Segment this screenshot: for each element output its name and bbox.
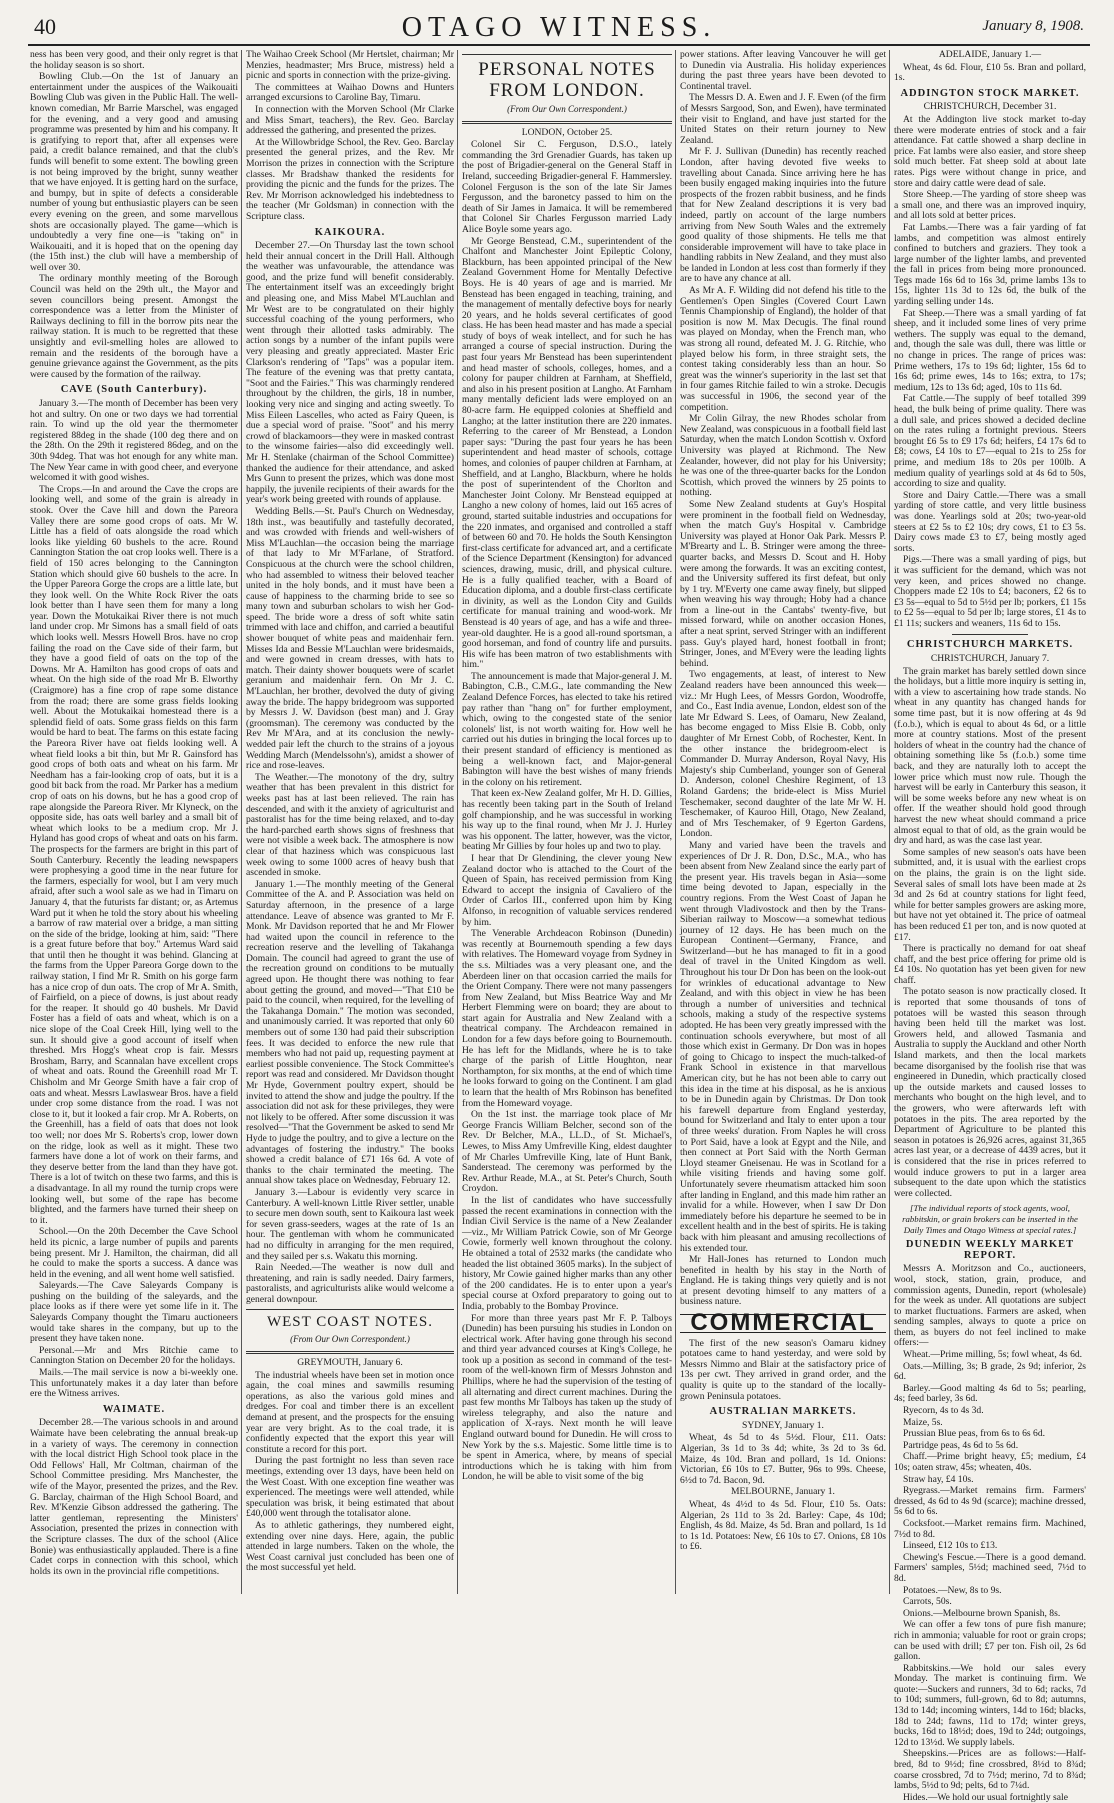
article-paragraph: The Weather.—The monotony of the dry, sultry weather that has been prevalent in this district for weeks past has at last been relieved. The rain has descended, and with it the anxiety of agriculturist and pastoralist has for the time being relaxed, and to-day the hard-parched earth shows signs of freshness that were not visible a week back. The atmosphere is now clear of that haziness which was conspicuous last week owing to some 1000 acres of heavy bush that ascended in smoke. — [246, 771, 454, 879]
market-item: Prussian Blue peas, from 6s to 6s 6d. — [903, 1428, 1046, 1440]
dateline: GREYMOUTH, January 6. — [297, 1357, 403, 1369]
article-paragraph: Personal.—Mr and Mrs Ritchie came to Cannington Station on December 20 for the holidays. — [30, 1344, 238, 1367]
article-paragraph: The ordinary monthly meeting of the Borough Council was held on the 29th ult., the Mayor and seven councillors being present. Amongst the correspondence was a letter from the Minister of Railways declining to fill in the borrow pits near the railway station. It is much to be regretted that these unsightly and evil-smelling holes are allowed to remain and the residents of the borough have a genuine grievance against the Government, as the pits were caused by the formation of the railway. — [30, 273, 238, 380]
market-item: Linseed, £12 10s to £13. — [903, 1540, 998, 1552]
article-paragraph: That keen ex-New Zealand golfer, Mr H. D. Gillies, has recently been taking part in the South of Ireland golf championship, and he was successful in working his way up to the final round, when Mr J. J. Hurley was his opponent. The latter, however, was the victor, beating Mr Gillies by four holes up and two to play. — [462, 788, 672, 853]
article-paragraph: During the past fortnight no less than seven race meetings, extending over 13 days, have been held on the West Coast. With one exception fine weather was experienced. The meetings were well attended, while speculation was brisk, it being estimated that about £40,000 went through the totalisator alone. — [246, 1455, 454, 1520]
article-paragraph: The committees at Waihao Downs and Hunters arranged excursions to Caroline Bay, Timaru. — [246, 81, 454, 104]
article-paragraph: Two engagements, at least, of interest to New Zealand readers have been announced this week—viz.: Mr Hugh Lees, of Messrs Gordon, Woodroffe, and Co., East India avenue, London, eldest son of the late Mr Edward S. Lees, of Oamaru, New Zealand, has become engaged to Miss Elsie B. Cobb, only daughter of Mr Ernest Cobb, of Rochester, Kent. In the other instance the bridegroom-elect is Commander D. Murray Anderson, Royal Navy, His Majesty's ship Cumberland, younger son of General D. Anderson, colonel Cheshire Regiment, of 13 Roland Gardens; the bride-elect is Miss Muriel Teschemaker, second daughter of the late Mr W. H. Teschemaker, of Kauroo Hill, Otago, New Zealand, and of Mrs Teschemaker, of 9 Egerton Gardens, London. — [680, 669, 886, 840]
market-paragraph: Messrs A. Moritzson and Co., auctioneers, wool, stock, station, grain, produce, and commission agents, Dunedin, report (wholesale) for the week as under. All quotations are subject to market fluctuations. Farmers are asked, when sending samples, always to quote a price on them, as buyers do not feel inclined to make offers:— — [894, 1263, 1086, 1349]
byline: (From Our Own Correspondent.) — [507, 104, 627, 114]
article-paragraph: At the Willowbridge School, the Rev. Geo. Barclay presented the general prizes, and the Rev. Mr Morrison the prizes in connection with the Scripture classes. Mr Bradshaw thanked the residents for providing the picnic and the funds for the prizes. The Rev. Mr Morrison acknowledged his indebtedness to the teacher (Mr Goldsman) in connection with the Scripture class. — [246, 136, 454, 222]
market-paragraph: Wheat, 4s 4½d to 4s 5d. Flour, £10 5s. Oats: Algerian, 2s 11d to 3s 2d. Barley: Cape, 4s 10d; English, 4s 8d. Maize, 4s 5d. Bran and pollard, 1s 1d to 1s 1d. Potatoes: New, £6 10s to £7. Onions, £8 10s to £6. — [680, 1498, 886, 1553]
article-paragraph: Mr Colin Gilray, the new Rhodes scholar from New Zealand, was conspicuous in a football field last Saturday, when the match London Scottish v. Oxford University was played at Richmond. The New Zealander, however, did not play for his University; he was one of the three-quarter backs for the London Scottish, which proved the winners by 25 points to nothing. — [680, 413, 886, 499]
article-paragraph: power stations. After leaving Vancouver he will get to Dunedin via Australia. His holiday experiences during the past three years have been devoted to Continental travel. — [680, 49, 886, 92]
article-paragraph: For more than three years past Mr F. P. Talboys (Dunedin) has been pursuing his studies in London on electrical work. After having gone through his second and third year advanced courses at King's College, he took up a position as second in command of the test-room of the well-known firm of Messrs Johnston and Phillips, where he had the supervision of the testing of all alternating and direct current machines. During the past few months Mr Talboys has taken up the study of wireless telegraphy, and also the nature and application of X-rays. Next month he will leave England outward bound for Dunedin. He will cross to New York by the s.s. Majestic. Some little time is to be spent in America, where, by means of special introductions which he is taking with him from London, he will be able to visit some of the big — [462, 1312, 672, 1483]
paper-title: OTAGO WITNESS. — [401, 12, 717, 43]
article-paragraph: Mr George Benstead, C.M., superintendent of the Chalfont and Manchester Joint Epileptic Colony, Blackburn, has been appointed principal of the New Zealand Government Home for Mentally Defective Boys. He is 40 years of age and is married. Mr Benstead has been engaged in teaching, training, and the management of mentally defective boys for nearly 20 years, and he holds several certificates of good class. He has been head master and has made a special study of boys of weak intellect, and for such he has arranged a course of special instruction. During the past four years Mr Benstead has been superintendent and head master of schools, colleges, homes, and a colony for pauper children at Farnham, at Sheffield, and also in his present position at Langho. At Farnham many mentally deficient lads were employed on an 80-acre farm. He equipped colonies at Sheffield and Langho; at the latter institution there are 220 inmates. Referring to the career of Mr Benstead, a London paper says: "During the past four years he has been superintendent and head master of schools, cottage homes, and colonies of pauper children at Farnham, at Sheffield, and at Langho, Blackburn, where he holds the post of superintendent of the Chorlton and Manchester Joint Colony. Mr Benstead equipped at Langho a new colony of homes, laid out 165 acres of ground, started suitable industries and occupations for the 220 inmates, and organised and controlled a staff of between 60 and 70. He holds the South Kensington first-class certificate for advanced art, and a certificate of the Science Department (Kensington) for advanced sciences, drawing, music, drill, and physical culture. He is a fully qualified teacher, with a Board of Education diploma, and a double first-class certificate in divinity, as well as the London City and Guilds certificate for manual training and wood-work. Mr Benstead is 40 years of age, and has a wife and three-year-old daughter. He is a good all-round sportsman, a good horseman, and fond of country life and pursuits. His wife has been matron of two establishments with him." — [462, 235, 672, 671]
market-item: We can offer a few tons of pure fish manure; rich in ammonia; valuable for root or grain crops; can be used with drill; £7 per ton. Fish oil, 2s 6d gallon. — [894, 1619, 1086, 1663]
market-item: Cocksfoot.—Market remains firm. Machined, 7½d to 8d. — [894, 1517, 1086, 1540]
personal-notes-header — [462, 54, 672, 124]
article-paragraph: As to athletic gatherings, they numbered eight, extending over nine days. Here, again, the public attended in large numbers. Taken on the whole, the West Coast carnival just concluded has been one of the most successful yet held. — [246, 1519, 454, 1574]
article-paragraph: January 3.—The month of December has been very hot and sultry. On one or two days we had torrential rain. To wind up the old year the thermometer registered 88deg in the shade (100 deg there and on the 28th. On the 29th it registered 86deg, and on the 30th 94deg. That was hot enough for any white man. The New Year came in with good cheer, and everyone welcomed it with good wishes. — [30, 398, 238, 484]
column-5 — [894, 49, 1086, 1803]
market-item: Rabbitskins.—We hold our sales every Monday. The market is continuing firm. We quote:—Suckers and runners, 3d to 6d; racks, 7d to 10d; summers, full-grown, 6d to 8d; autumns, 13d to 14d; incoming winters, 14d to 16d; blacks, 18d to 24d; fawns, 11d to 17d; winter greys, bucks, 16d to 18½d; does, 19d to 24d; outgoings, 12d to 13½d. We supply labels. — [894, 1662, 1086, 1748]
article-paragraph: Rain Needed.—The weather is now dull and threatening, and rain is sadly needed. Dairy farmers, pastoralists, and agriculturists alike would welcome a general downpour. — [246, 1262, 454, 1305]
market-item: Sheepskins.—Prices are as follows:—Half-bred, 8d to 9½d; fine crossbred, 8½d to 8¾d; coarse crossbred, 7d to 7½d; merino, 7d to 8¾d; lambs, 5½d to 9d; pelts, 6d to 7¼d. — [894, 1748, 1086, 1792]
section-heading: CHRISTCHURCH MARKETS. — [906, 639, 1074, 651]
market-item: Barley.—Good malting 4s 6d to 5s; pearling, 4s; feed barley, 3s 6d. — [894, 1382, 1086, 1405]
dateline: ADELAIDE, January 1.— — [938, 49, 1042, 60]
column-rule — [241, 50, 242, 1594]
article-paragraph: December 27.—On Thursday last the town school held their annual concert in the Drill Hall. Although the weather was unfavourable, the attendance was good, and the prize fund will benefit considerably. The entertainment itself was an exceedingly bright and pleasing one, and Miss Mabel M'Lauchlan and Mr West are to be congratulated on their highly successful coaching of the young performers, who went through their allotted tasks admirably. The action songs by a number of the infant pupils were very pleasing and greatly appreciated. Master Eric Clarkson's rendering of "Taps" was a popular item. The feature of the evening was that pretty cantata, "Soot and the Fairies." This was charmingly rendered throughout by the children, the girls, 18 in number, looking very nice and singing and acting sweetly. To Miss Eileen Lascelles, who acted as Fairy Queen, is due a special word of praise. "Soot" and his merry crowd of blackamoors—they were in masked contrast to the winsome fairies—also did exceedingly well. Mr H. Stenlake (chairman of the School Committee) thanked the audience for their attendance, and asked Mrs Gunn to present the prizes, which was done most happily, the juvenile recipients of their awards for the year's work being greeted with rounds of applause. — [246, 240, 454, 506]
article-paragraph: Many and varied have been the travels and experiences of Dr J. R. Don, D.Sc., M.A., who has been absent from New Zealand since the early part of the present year. His travels began in Asia—some time being devoted to Japan, especially in the country regions. From the West Coast of Japan he went through Vladivostock and then by the Trans-Siberian railway to Moscow—a somewhat tedious journey of 12 days. He has been much on the European Continent—Germany, France, and Switzerland—but he has managed to fit in a good deal of travel in the United Kingdom as well. Throughout his tour Dr Don has been on the look-out for wrinkles of educational advantage to New Zealand, and with this object in view he has been through a number of universities and technical schools, making a study of the respective systems adopted. He has been very greatly impressed with the continuation schools everywhere, but most of all those which exist in Germany. Dr Don was in hopes of going to Chicago to inspect the much-talked-of Frank School in existence in that marvellous American city, but he has not been able to carry out this idea in the time at his disposal, as he is anxious to be in Dunedin again by Christmas. Dr Don took his farewell departure from England yesterday, bound for Switzerland and Italy to enter upon a tour of three weeks' duration. From Naples he will cross to Port Said, have a look at Egypt and the Nile, and then connect at Port Said with the North German Lloyd steamer Gneisenau. He was in Scotland for a while visiting friends and having some golf. Unfortunately severe rheumatism attacked him soon after landing in England, and this made him rather an invalid for a while. However, when I saw Dr Don immediately before his departure he seemed to be in excellent health and in the best of spirits. He is taking back with him pleasant and amusing recollections of his extended tour. — [680, 839, 886, 1254]
article-paragraph: Mr Hall-Jones has returned to London much benefited in health by his stay in the North of England. He is taking things very quietly and is not at present devoting himself to any matters of a business nature. — [680, 1254, 886, 1308]
article-paragraph: Saleyards.—The Cave Saleyards Company is pushing on the building of the saleyards, and the place looks as if there were yet some life in it. The Saleyards Company thought the Timaru auctioneers would take shares in the company, but up to the present they have taken none. — [30, 1280, 238, 1345]
column-rule — [889, 50, 890, 1594]
market-paragraph: Wheat, 4s 6d. Flour, £10 5s. Bran and pollard, 1s. — [894, 61, 1086, 84]
market-item: Straw hay, £4 10s. — [903, 1473, 974, 1485]
market-item: Ryegrass.—Market remains firm. Farmers' dressed, 4s 6d to 4s 9d (scarce); machine dressed, 5s 6d to 6s. — [894, 1485, 1086, 1518]
issue-date: January 8, 1908. — [982, 18, 1084, 34]
market-item: Oats.—Milling, 3s; B grade, 2s 9d; inferior, 2s 6d. — [894, 1360, 1086, 1383]
dateline: CHRISTCHURCH, December 31. — [923, 101, 1057, 113]
market-paragraph: Store and Dairy Cattle.—There was a small yarding of store cattle, and very little business was done. Yearlings sold at 20s; two-year-old steers at £2 5s to £2 10s; dry cows, £1 to £3 5s. Dairy cows made £3 to £7, being mostly aged sorts. — [894, 489, 1086, 554]
article-title: WEST COAST NOTES. — [266, 1314, 434, 1331]
article-paragraph: January 3.—Labour is evidently very scarce in Canterbury. A well-known Little River settler, unable to secure men down south, sent to Kaikoura last week for seven grass-seeders, wages at the rate of 1s an hour. The gentleman with whom he communicated had no difficulty in arranging for the men required, and they sailed per s.s. Wakatu this morning. — [246, 1186, 454, 1262]
article-paragraph: The first of the new season's Oamaru kidney potatoes came to hand yesterday, and were sold by Messrs Nimmo and Blair at the satisfactory price of 13s per cwt. They arrived in grand order, and the quality is quite up to the standard of the locally-grown Peninsula potatoes. — [680, 1337, 886, 1402]
market-item: Maize, 5s. — [903, 1416, 943, 1428]
dateline: CHRISTCHURCH, January 7. — [930, 653, 1050, 665]
article-paragraph: The Messrs D. A. Ewen and J. F. Ewen (of the firm of Messrs Sargood, Son, and Ewen), have terminated their visit to England, and have just started for the United States on their return journey to New Zealand. — [680, 92, 886, 146]
divider — [952, 634, 1029, 635]
section-heading: WAIMATE. — [102, 1403, 166, 1415]
article-paragraph: Bowling Club.—On the 1st of January an entertainment under the auspices of the Waikouaiti Bowling Club was given in the Public Hall. The well-known comedian, Mr Barrie Marschel, was engaged for the evening, and a very good and amusing programme was presented by him and his company. It is gratifying to report that, after all expenses were paid, a credit balance remained, and that the club's funds will benefit to some extent. The bowling green is not being improved by the bright, sunny weather that we have enjoyed. It is getting hard on the surface, and bumpy, but in spite of defects a considerable number of young but enthusiastic players can be seen every evening on the green, and some marvellous shots are occasionally played. The game—which is undoubtedly a very fine one—is "taking on" in Waikouaiti, and it is hoped that on the opening day (the 15th inst.) the club will have a membership of well over 30. — [30, 71, 238, 273]
dateline: MELBOURNE, January 1. — [731, 1486, 835, 1498]
article-paragraph: The Venerable Archdeacon Robinson (Dunedin) was recently at Bournemouth spending a few days with relatives. The Homeward voyage from Sydney in the s.s. Miltiades was a very pleasant one, and the Aberdeen liner on that occasion carried the mails for the Orient Company. There were not many passengers from New Zealand, but Miss Beatrice Way and Mr Herbert Flemming were on board; they are about to start again for Australia and New Zealand with a theatrical company. The Archdeacon remained in London for a few days before going to Bournemouth. He has left for the Midlands, where he is to take charge of the parish of Little Houghton, near Northampton, for six months, at the end of which time he looks forward to going on the Continent. I am glad to learn that the health of Mrs Robinson has benefited from the Homeward voyage. — [462, 928, 672, 1109]
market-paragraph: The potato season is now practically closed. It is reported that some thousands of tons of potatoes will be wasted this season through having been held till the market was lost. Growers held, and allowed Tasmania and Australia to supply the Auckland and other North Island markets, and then the local markets became disorganised by the foolish rise that was engineered in Dunedin, which practically closed up the outside markets and caused losses to merchants who bought on the high level, and to the growers, who were afterwards left with potatoes in the pits. The area reported by the Department of Agriculture to be planted this season in potatoes is 26,926 acres, against 31,365 acres last year, or a decrease of 4439 acres, but it is considered that the rise in prices referred to would induce growers to put in a larger area subsequent to the date upon which the statistics were collected. — [894, 986, 1086, 1199]
market-paragraph: Fat Lambs.—There was a fair yarding of fat lambs, and competition was almost entirely confined to butchers and graziers. They took a large number of the lighter lambs, and prevented the fall in prices from being more pronounced. Tegs made 16s 6d to 16s 3d, prime lambs 13s to 15s, lighter 11s 3d to 12s 6d, the bulk of the yarding selling under 14s. — [894, 221, 1086, 308]
market-item: Chewing's Fescue.—There is a good demand. Farmers' samples, 5½d; machined seed, 7½d to 8d. — [894, 1551, 1086, 1584]
article-paragraph: Mails.—The mail service is now a bi-weekly one. This unfortunately makes it a day later than before ere the Witness arrives. — [30, 1367, 238, 1400]
market-item: Chaff.—Prime bright heavy, £5; medium, £4 10s; oaten straw, 45s; wheaten, 40s. — [894, 1451, 1086, 1473]
byline: (From Our Own Correspondent.) — [290, 1334, 410, 1345]
market-paragraph: The grain market has barely settled down since the holidays, but a little more inquiry is setting in, with a view to ascertaining how trade stands. No wheat in any quantity has changed hands for some time past, but it is now offering at 4s 9d (f.o.b.), which is equal to about 4s 6d, or a little more at country stations. Most of the present holders of wheat in the country had the chance of obtaining something like 5s (f.o.b.) some time back, and they are naturally loth to accept the lower price which must now rule. Though the harvest will be early in Canterbury this season, it will be some weeks before any new wheat is on offer. If the weather should hold good through harvest the new wheat should command a price almost equal to that of old, as the grain would be dry and hard, as was the case last year. — [894, 665, 1086, 847]
article-paragraph: ness has been very good, and their only regret is that the holiday season is so short. — [30, 49, 238, 71]
section-heading: ADDINGTON STOCK MARKET. — [900, 87, 1080, 99]
article-paragraph: I hear that Dr Glendining, the clever young New Zealand doctor who is attached to the Court of the Queen of Spain, has received permission from King Edward to accept the insignia of Cavaliero of the Order of Carlos III., conferred upon him by King Alfonso, in recognition of valuable services rendered by him. — [462, 852, 672, 928]
article-paragraph: The Crops.—In and around the Cave the crops are looking well, and some of the grain is already in stook. Over the Cave hill and down the Pareora Valley there are some good crops of oats. Mr W. Little has a field of oats alongside the road which looks like yielding 60 bushels to the acre. Round Cannington Station the oat crop looks well. There is a field of 150 acres belonging to the Cannington Station which should give 60 bushels to the acre. In the Upper Pareora Gorge the crops are a little late, but they look well. On the White Rock River the oats look better than I have seen them for many a long year. Down the Motukaikai River there is not much land under crop. Mr Simons has a small field of oats which looks well. Messrs Howell Bros. have no crop failing the road on the Cave side of their farm, but they have a good field of oats on the top of the Downs. Mr A. Hamilton has good crops of oats and wheat. On the high side of the road Mr B. Elworthy (Craigmore) has a fine crop of rape some distance from the road; there are some grass fields looking well. About the Motukaikai homestead there is a splendid field of oats. Some grass fields on this farm would be hard to beat. The farms on this estate facing the Pareora River have oat fields looking well. A wheat field looks a bit thin, but Mr R. Gainsford has good crops of both oats and wheat on his farm. Mr Needham has a fair-looking crop of oats, but it is a good bit back from the road. Mr Parker has a medium crop of oats on his downs, but he has a good crop of rape alongside the Pareora River. Mr Klyneck, on the opposite side, has oats well barley and a small bit of wheat which looks to be a medium crop. Mr J. Hyland has good crops of wheat and oats on his farm. The prospects for the farmers are bright in this part of South Canterbury. Recently the leading newspapers were prophesying a good time in the near future for the farmers, especially for wool, but I am very much afraid, after such a wool sale as we had in Timaru on January 4, that the futurists far distant; or, as Artemus Ward put it when he told the story about his wheeling a barrow of raw material over a bridge, a man sitting on the side of the bridge, looking at him, said: "There is a great future before that boy." Artemus Ward said that until then he thought it was behind. Glancing at the farms from the Upper Pareora Gorge down to the railway station, I find Mr R. Smith on his gorge farm has a nice crop of dun oats. The crop of Mr A. Smith, of Fairfield, on a piece of downs, is just about ready for the reaper. It should go 40 bushels. Mr David Foster has a field of oats and wheat, which is on a nice slope of the Coal Creek Hill, lying well to the sun. It should give a good account of itself when threshed. Mrs Hogg's wheat crop is fair. Messrs Brosham, Barry, and Scannalan have excellent crops of wheat and oats. Round the Greenhill road Mr T. Chisholm and Mr George Smith have a fair crop of oats and wheat. Messrs Lawlaswear Bros. have a field under crop some distance from the road. I was not close to it, but it looked a fair crop. Mr A. Roberts, on the Greenhill, has a field of oats that does not look too well; nor does Mr S. Roberts's crop, lower down on the ridge, look as well as it might. These two farmers have done a lot of work on their farms, and they deserve better from the land than they have got. There is a lot of twitch on these two farms, and this is a disadvantage. In all my round the turnip crops were looking well, but some of the rape has become blighted, and the farmers have turned their sheep on to it. — [30, 483, 238, 1226]
market-item: Onions.—Melbourne brown Spanish, 8s. — [903, 1607, 1061, 1619]
notice: [The individual reports of stock agents, wool, rabbitskin, or grain brokers can be inserted in the Daily Times and Otago Witness at special rates.] — [902, 1203, 1078, 1235]
article-paragraph: School.—On the 20th December the Cave School held its picnic, a large number of pupils and parents being present. Mr J. Hamilton, the chairman, did all he could to make the sports a success. A dance was held in the evening, and all went home well satisfied. — [30, 1226, 238, 1280]
article-paragraph: The industrial wheels have been set in motion once again, the coal mines and sawmills resuming operations, as also the various gold mines and dredges. For coal and timber there is an excellent demand at present, and the prospects for the ensuing year are very bright. As to the coal trade, it is confidently expected that the export this year will constitute a record for this port. — [246, 1369, 454, 1455]
column-rule — [457, 50, 458, 1594]
article-paragraph: As Mr A. F. Wilding did not defend his title to the Gentlemen's Open Singles (Covered Court Lawn Tennis Championship of England), the holder of that position is now M. Max Decugis. The final round was played on Monday, when the French man, who was strong all round, defeated M. J. G. Ritchie, who played below his form, in three straight sets, the contest taking considerably less than an hour. So great was the winner's superiority in the last set that in four games Ritchie failed to win a stroke. Decugis was successful in 1906, the second year of the competition. — [680, 285, 886, 413]
market-item: Hides.—We hold our usual fortnightly sale — [903, 1791, 1068, 1803]
article-paragraph: The Waihao Creek School (Mr Hertslet, chairman; Mr Menzies, headmaster; Mrs Bruce, mistress) held a picnic and sports in connection with the prize-giving. — [246, 49, 454, 82]
market-item: Potatoes.—New, 8s to 9s. — [903, 1584, 1002, 1596]
section-heading: KAIKOURA. — [314, 226, 386, 238]
section-heading: CAVE (South Canterbury). — [60, 384, 208, 396]
article-paragraph: Wedding Bells.—St. Paul's Church on Wednesday, 18th inst., was beautifully and tastefully decorated, and was crowded with friends and well-wishers of Miss M'Lauchlan—the occasion being the marriage of that lady to Mr M'Farlane, of Stratford. Conspicuous at the church were the school children, who had assembled to witness their beloved teacher united in the holy bonds, and it must have been a cause of happiness to the charming bride to see so many town and suburban scholars to wish her God-speed. The bride wore a dress of soft white satin trimmed with lace and chiffon, and carried a beautiful shower bouquet of white peas and maidenhair fern. Misses Ida and Bessie M'Lauchlan were bridesmaids, and were gowned in cream dresses, with hats to match. Their dainty shower bouquets were of scarlet geranium and maidenhair fern. On Mr J. C. M'Lauchlan, her brother, devolved the duty of giving away the bride. The happy bridegroom was supported by Messrs J. W. Davidson (best man) and J. Gray (groomsman). The ceremony was conducted by the Rev Mr M'Ara, and at its conclusion the newly-wedded pair left the church to the strains of a joyous Wedding March (Mendelssohn's), amidst a shower of rice and rose-leaves. — [246, 505, 454, 772]
article-paragraph: On the 1st inst. the marriage took place of Mr George Francis William Belcher, second son of the Rev. Dr Belcher, M.A., LL.D., of St. Michael's, Lewes, to Miss Amy Umfreville King, eldest daughter of Mr Charles Umfreville King, late of Hunt Bank, Sanderstead. The ceremony was performed by the Rev. Arthur Reade, M.A., at St. Peter's Church, South Croydon. — [462, 1109, 672, 1195]
column-1 — [30, 50, 238, 1594]
dateline: SYDNEY, January 1. — [742, 1419, 824, 1431]
page-number: 40 — [34, 14, 56, 39]
column-rule — [675, 50, 676, 1594]
column-2 — [246, 50, 454, 1594]
commercial-banner: COMMERCIAL — [680, 1314, 886, 1333]
article-paragraph: January 1.—The monthly meeting of the General Committee of the A. and P. Association was held on Saturday afternoon, in the presence of a large attendance. Leave of absence was granted to Mr F. Monk. Mr Davidson reported that he and Mr Flower had waited upon the council in reference to the recreation reserve and the levelling of Takahanga Domain. The council had agreed to grant the use of the recreation ground on conditions to be mutually agreed upon. He thought there was nothing to fear about getting the ground, and moved—"That £10 be paid to the council, when required, for the levelling of the Takahanga Domain." The motion was seconded, and unanimously carried. It was reported that only 60 members out of some 130 had paid their subscription fees. It was decided to enforce the new rule that members who had not paid up, requesting payment at earliest possible convenience. The Stock Committee's report was read and considered. Mr Davidson thought Mr Hyde, Government poultry expert, should be invited to attend the show and judge the poultry. If the association did not ask for these privileges, they were not likely to be offered. After some discussion it was resolved—"That the Government be asked to send Mr Hyde to judge the poultry, and to give a lecture on the advantages of fostering the industry." The books showed a credit balance of £71 16s 6d. A vote of thanks to the chair terminated the meeting. The annual show takes place on Wednesday, February 12. — [246, 878, 454, 1187]
market-paragraph: There is practically no demand for oat sheaf chaff, and the best price offering for prime old is £4 10s. No quotation has yet been given for new chaff. — [894, 943, 1086, 986]
column-4 — [680, 50, 886, 1594]
article-paragraph: The announcement is made that Major-general J. M. Babington, C.B., C.M.G., late commanding the New Zealand Defence Forces, has elected to take his retired pay rather than "hang on" for further employment, which, owing to the congested state of the senior colonels' list, is not worth waiting for. How well he carried out his duties in bringing the local forces up to their present standard of efficiency is mentioned as being a well-known fact, and Major-general Babington will have the best wishes of many friends in the colony on his retirement. — [462, 670, 672, 788]
market-paragraph: Some samples of new season's oats have been submitted, and, it is usual with the earliest crops on the plains, the grain is on the light side. Several sales of small lots have been made at 2s 3d and 2s 6d at country stations for light feed, while for better samples growers are asking more, but have not yet obtained it. The price of oatmeal has been reduced £1 per ton, and is now quoted at £17. — [894, 846, 1086, 943]
article-paragraph: Colonel Sir C. Ferguson, D.S.O., lately commanding the 3rd Grenadier Guards, has taken up the post of Brigadier-general on the General Staff in Ireland, succeeding Brigadier-general F. Hammersley. Colonel Ferguson is the son of the late Sir James Fergusson, and the baronetcy passed to him on the death of Sir James in Jamaica. It will be remembered that Colonel Sir Charles Fergusson married Lady Alice Boyle some years ago. — [462, 139, 672, 235]
article-paragraph: Some New Zealand students at Guy's Hospital were prominent in the football field on Wednesday, when the match Guy's Hospital v. Cambridge University was played at Honor Oak Park. Messrs P. M'Brearty and L. B. Stringer were among the three-quarter backs, and Messrs D. Scout and H. Hoby were among the forwards. It was an exciting contest, and the University suffered its first defeat, but only by 1 try. M'Everty one came away finely, but slipped when weaving his way through; Hoby had a chance from a line-out in the Cantabs' twenty-five, but missed forward, while on another occasion Hones, after a neat sprint, served Stringer with an indifferent pass. Guy's played hard, honest football in front; Stringer, Jones, and M'Every were the leading lights behind. — [680, 498, 886, 669]
article-paragraph: In the list of candidates who have successfully passed the recent examinations in connection with the Indian Civil Service is the name of a New Zealander—viz., Mr William Patrick Cowie, son of Mr George Cowie, formerly well known throughout the colony. He obtained a total of 2532 marks (the candidate who headed the list obtained 3605 marks). In the subject of history, Mr Cowie gained higher marks than any other of the 200 candidates. He is to enter upon a year's special course at Oxford preparatory to going out to India, probably to the Bombay Province. — [462, 1194, 672, 1312]
article-paragraph: Mr F. J. Sullivan (Dunedin) has recently reached London, after having devoted five weeks to travelling about Canada. Since arriving here he has been busily engaged making inquiries into the future prospects of the frozen rabbit business, and he finds that for New Zealand descriptions it is very bad indeed, partly on account of the large numbers arriving from New South Wales and the extremely good quality of those shipments. He tells me that considerable improvement will have to take place in handling rabbits in New Zealand, and they must also be landed in London at less cost than formerly if they are to have any chance at all. — [680, 146, 886, 285]
market-item: Wheat.—Prime milling, 5s; fowl wheat, 4s 6d. — [903, 1349, 1083, 1361]
market-paragraph: At the Addington live stock market to-day there were moderate entries of stock and a fair attendance. Fat cattle showed a sharp decline in price. Fat lambs were also easier, and store sheep sold much better. Fat sheep sold at about late rates. Pigs were without change in price, and store and dairy cattle were dead of sale. — [894, 113, 1086, 189]
market-item: Ryecorn, 4s to 4s 3d. — [903, 1405, 984, 1417]
article-title: PERSONAL NOTES FROM LONDON. — [478, 59, 656, 101]
masthead — [28, 10, 1090, 46]
section-heading: AUSTRALIAN MARKETS. — [709, 1406, 857, 1418]
article-paragraph: December 28.—The various schools in and around Waimate have been celebrating the annual break-up in a variety of ways. The ceremony in connection with the local district High School took place in the Odd Fellows' Hall, Mr Coltman, chairman of the School Committee presiding. Mrs Manchester, the wife of the Mayor, presented the prizes, and the Rev. G. Barclay, chairman of the High School Board, and Rev. M'Kenzie Gibson addressed the gathering. The latter gentleman, representing the Ministers' Association, presented the prizes in connection with the Scripture classes. The dux of the school (Alice Bonie) was enthusiastically applauded. There is a fine Cadet corps in connection with this school, which holds its own in the provincial rifle competitions. — [30, 1417, 238, 1577]
west-coast-header — [246, 1309, 454, 1354]
market-paragraph: Pigs.—There was a small yarding of pigs, but it was sufficient for the demand, which was not very keen, and prices showed no change. Choppers made £2 10s to £4; baconers, £2 6s to £3 5s—equal to 5d to 5½d per lb; porkers, £1 15s to £2 5s—equal to 5d per lb; large stores, £1 4s to £1 11s; suckers and weaners, 11s 6d to 15s. — [894, 554, 1086, 629]
market-paragraph: Fat Sheep.—There was a small yarding of fat sheep, and it included some lines of very prime wethers. The supply was equal to the demand, and, though the sale was dull, there was little or no change in prices. The range of prices was: Prime wethers, 17s to 19s 6d; lighter, 15s 6d to 16s 6d; prime ewes, 14s to 16s; extra, to 17s; medium, 12s to 13s 6d; aged, 10s to 11s 6d. — [894, 307, 1086, 393]
column-3 — [462, 50, 672, 1594]
market-paragraph: Store Sheep.—The yarding of store sheep was a small one, and there was an improved inquiry, and all lots sold at better prices. — [894, 189, 1086, 222]
market-item: Carrots, 50s. — [903, 1596, 952, 1608]
market-paragraph: Fat Cattle.—The supply of beef totalled 399 head, the bulk being of prime quality. There was a dull sale, and prices showed a decided decline on the rates ruling a fortnight previous. Steers brought £6 5s to £9 17s 6d; heifers, £4 17s 6d to £8; cows, £4 10s to £7—equal to 21s to 25s for prime, and medium 18s to 20s per 100lb. A medium quality of yearlings sold at 4s 6d to 50s, according to size and quality. — [894, 393, 1086, 490]
market-item: Partridge peas, 4s 6d to 5s 6d. — [903, 1439, 1019, 1451]
section-heading: DUNEDIN WEEKLY MARKET REPORT. — [905, 1239, 1075, 1261]
article-paragraph: In connection with the Morven School (Mr Clarke and Miss Smart, teachers), the Rev. Geo. Barclay addressed the gathering, and presented the prizes. — [246, 103, 454, 137]
market-paragraph: Wheat, 4s 5d to 4s 5½d. Flour, £11. Oats: Algerian, 3s 1d to 3s 4d; white, 3s 2d to 3s 6d. Maize, 4s 10d. Bran and pollard, 1s 1d. Onions: Victorian, £6 10s to £7. Butter, 96s to 99s. Cheese, 6½d to 7d. Bacon, 9d. — [680, 1432, 886, 1486]
dateline: LONDON, October 25. — [521, 126, 613, 138]
